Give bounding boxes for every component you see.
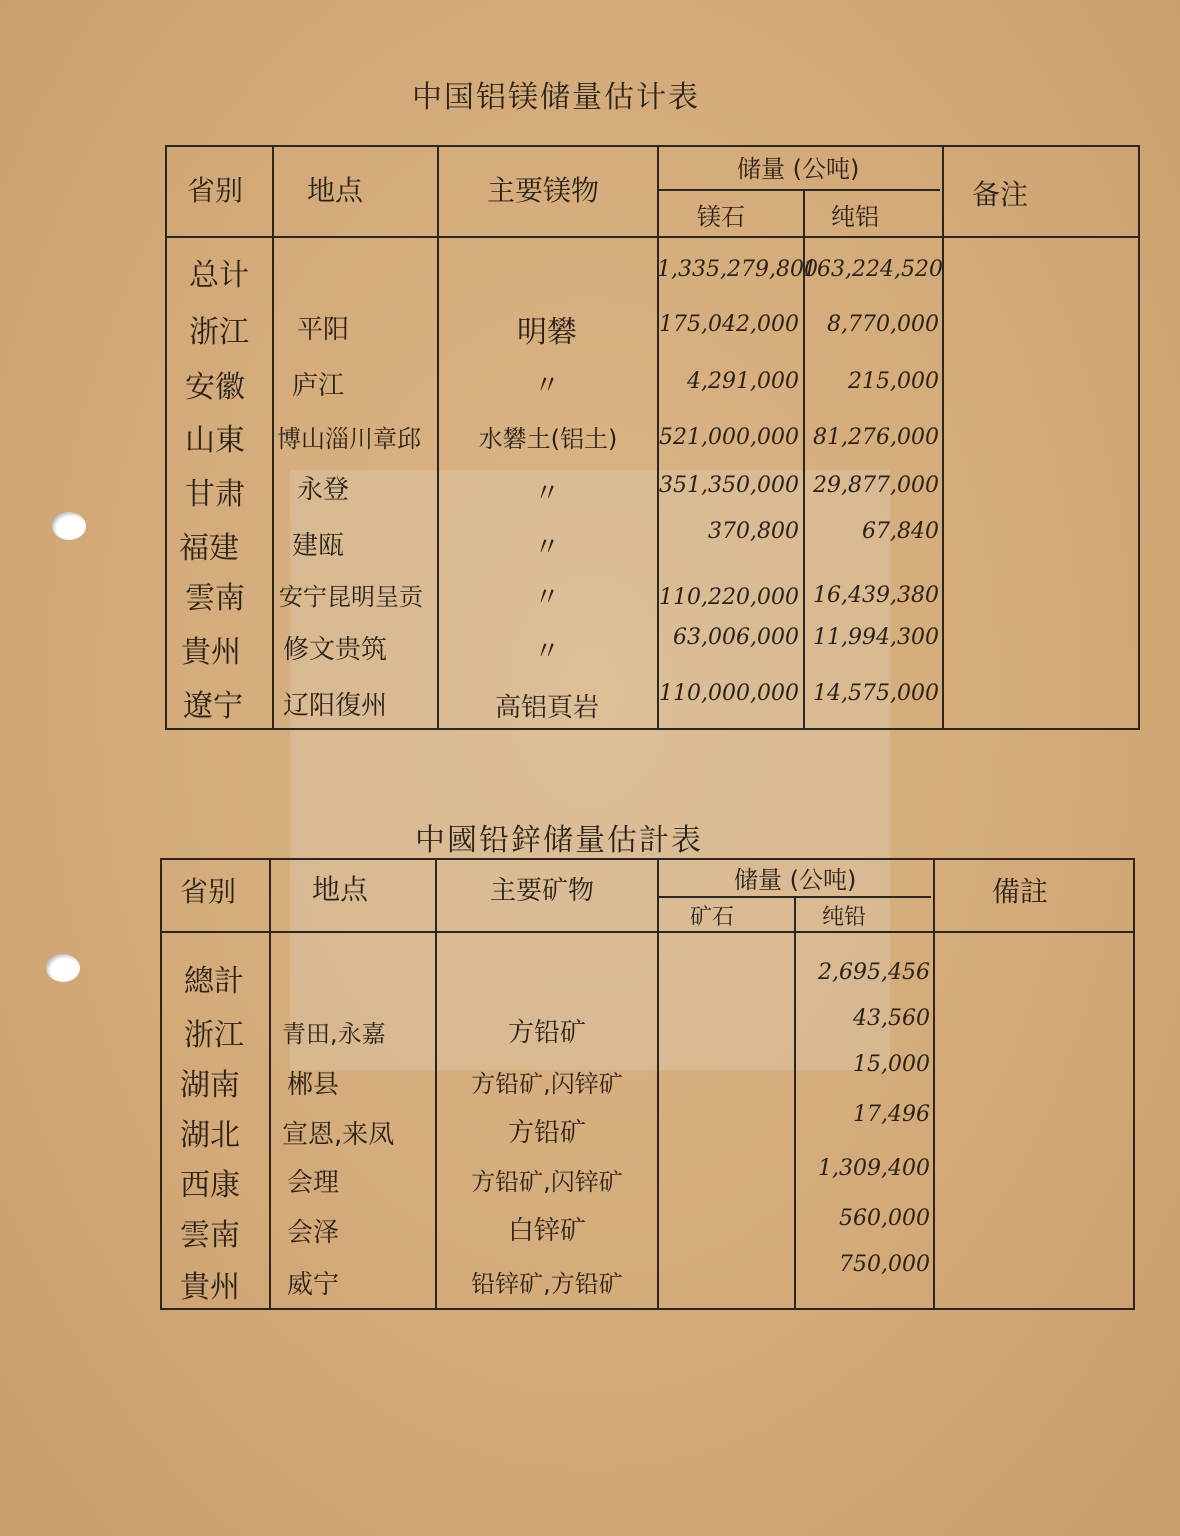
table1-row-province: 安徽 [185,370,245,405]
table2-header-ore: 矿石 [690,905,735,930]
table2-row-metal: 43,560 [853,1006,930,1031]
table1-row-ore: 1,335,279,800 [657,257,818,282]
table1-row-mineral: 高铝頁岩 [494,693,599,723]
table1-row-metal: 16,439,380 [813,583,939,608]
table1-row-province: 貴州 [181,635,241,670]
table2-title: 中國铅鋅储量估計表 [415,823,703,858]
table1-row-location: 平阳 [297,315,350,345]
table2-row-mineral: 方铅矿,闪锌矿 [471,1070,623,1098]
table1-row-ore: 175,042,000 [659,312,799,337]
table1-row-location: 建瓯 [292,531,345,561]
table2-row-province: 雲南 [180,1218,240,1253]
table2-row-location: 威宁 [287,1270,340,1300]
table1-row-ore: 351,350,000 [659,473,799,498]
table1-header-mineral: 主要镁物 [487,174,600,207]
table2-row-province: 總計 [184,964,244,999]
table1-row-mineral: 〃 [533,583,560,613]
table1-row-mineral: 〃 [533,533,560,563]
table1-row-province: 福建 [179,531,239,566]
table1 [165,145,1140,730]
table1-row-metal: 11,994,300 [813,625,939,650]
table1-row-metal: 81,276,000 [813,425,939,450]
table1-row-mineral: 〃 [533,479,560,509]
table1-title: 中国铝镁储量估计表 [412,80,700,115]
table1-row-metal: 215,000 [848,369,939,394]
table1-row-mineral: 〃 [533,637,560,667]
table2-row-province: 湖北 [180,1118,240,1153]
table2-row-location: 郴县 [287,1070,340,1100]
table1-row-ore: 110,220,000 [659,585,799,610]
table1-row-province: 山東 [185,423,245,458]
table1-row-province: 总计 [189,258,249,293]
table2-row-province: 西康 [180,1168,240,1203]
table1-row-ore: 521,000,000 [659,425,799,450]
table2-header-location: 地点 [312,873,369,906]
table1-row-location: 博山淄川章邱 [277,425,421,453]
table2-row-metal: 2,695,456 [818,960,930,985]
table1-row-metal: 163,224,520 [803,257,943,282]
table1-row-metal: 8,770,000 [827,312,939,337]
table1-row-province: 甘肃 [185,477,245,512]
table2-row-location: 宣恩,来凤 [282,1120,395,1150]
table1-row-mineral: 〃 [533,371,560,401]
table2 [160,858,1135,1310]
table1-row-location: 修文贵筑 [283,635,388,665]
table1-row-mineral: 明礬 [517,315,577,350]
table1-row-ore: 4,291,000 [687,369,799,394]
table2-header-remarks: 備註 [992,875,1049,908]
table2-header-metal: 纯铅 [822,905,867,930]
table2-header-reserves: 储量 (公吨) [734,866,857,894]
table2-row-mineral: 方铅矿 [507,1118,586,1148]
table2-row-metal: 560,000 [839,1206,930,1231]
table2-row-province: 浙江 [184,1018,244,1053]
table1-header-reserves: 储量 (公吨) [737,155,860,183]
table2-row-location: 会泽 [287,1218,340,1248]
table1-header-remarks: 备注 [972,178,1029,211]
table2-row-mineral: 白锌矿 [507,1216,586,1246]
table2-row-mineral: 铅锌矿,方铅矿 [471,1270,623,1298]
table1-row-ore: 63,006,000 [673,625,799,650]
table1-header-location: 地点 [307,174,364,207]
table1-row-location: 安宁昆明呈贡 [279,583,423,611]
table1-row-location: 庐江 [292,371,345,401]
table1-row-province: 浙江 [189,315,249,350]
punch-hole-bottom [46,954,80,982]
table1-header-metal: 纯铝 [831,203,879,231]
table1-header-ore: 镁石 [697,203,745,231]
table2-row-metal: 1,309,400 [818,1156,930,1181]
punch-hole-top [52,512,86,540]
table2-row-location: 会理 [287,1168,340,1198]
table1-row-province: 雲南 [185,581,245,616]
table1-row-ore: 370,800 [708,519,799,544]
table2-row-province: 湖南 [180,1068,240,1103]
table1-row-ore: 110,000,000 [659,681,799,706]
table1-row-metal: 29,877,000 [813,473,939,498]
table2-row-metal: 750,000 [839,1252,930,1277]
table1-row-location: 永登 [297,475,350,505]
table1-row-location: 辽阳復州 [283,691,388,721]
table2-row-province: 貴州 [180,1270,240,1305]
table2-row-mineral: 方铅矿,闪锌矿 [471,1168,623,1196]
table1-row-province: 遼宁 [183,689,243,724]
table2-header-mineral: 主要矿物 [490,876,595,906]
table2-row-location: 青田,永嘉 [282,1020,386,1048]
table1-header-province: 省别 [187,174,244,207]
table1-row-metal: 14,575,000 [813,681,939,706]
table2-row-metal: 15,000 [853,1052,930,1077]
table1-row-mineral: 水礬土(铝土) [478,425,618,453]
table2-header-province: 省别 [180,875,237,908]
table2-row-metal: 17,496 [853,1102,930,1127]
table1-row-metal: 67,840 [862,519,939,544]
table2-row-mineral: 方铅矿 [507,1018,586,1048]
